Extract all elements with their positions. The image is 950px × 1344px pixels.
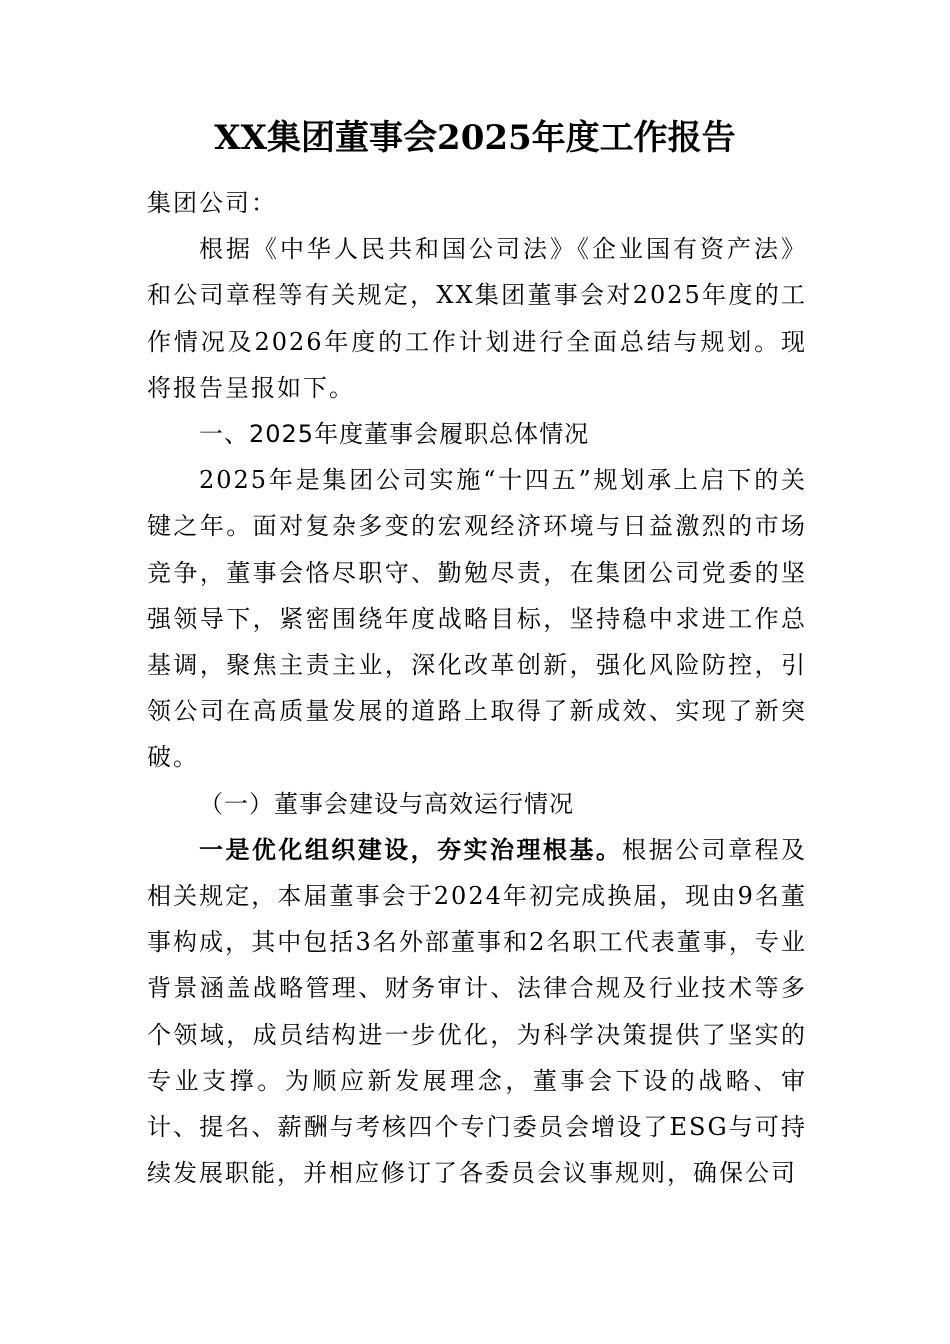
point-lead: 一是优化组织建设，夯实治理根基。: [199, 835, 623, 864]
document-title: XX集团董事会2025年度工作报告: [214, 118, 736, 158]
document-body: [147, 180, 807, 1196]
subsection-heading: （一）董事会建设与高效运行情况: [199, 789, 574, 818]
intro-paragraph: 根据《中华人民共和国公司法》《企业国有资产法》和公司章程等有关规定，XX集团董事会对2025年度的工作情况及2026年度的工作计划进行全面总结与规划。现将报告呈报如下。: [147, 235, 807, 402]
section-heading: 一、2025年度董事会履职总体情况: [199, 420, 590, 449]
salutation: 集团公司：: [147, 189, 277, 217]
section-paragraph: 2025年是集团公司实施“十四五”规划承上启下的关键之年。面对复杂多变的宏观经济环境与日益激烈的市场竞争，董事会恪尽职守、勤勉尽责，在集团公司党委的坚强领导下，紧密围绕年度战略目标，坚持稳中求进工作总基调，聚焦主责主业，深化改革创新，强化风险防控，引领公司在高质量发展的道路上取得了新成效、实现了新突破。: [147, 466, 807, 772]
point-paragraph: [147, 827, 807, 1197]
point-text: 根据公司章程及相关规定，本届董事会于2024年初完成换届，现由9名董事构成，其中包括3名外部董事和2名职工代表董事，专业背景涵盖战略管理、财务审计、法律合规及行业技术等多个领域，成员结构进一步优化，为科学决策提供了坚实的专业支撑。为顺应新发展理念，董事会下设的战略、审计、提名、薪酬与考核四个专门委员会增设了ESG与可持续发展职能，并相应修订了各委员会议事规则，确保公司: [147, 835, 808, 1188]
